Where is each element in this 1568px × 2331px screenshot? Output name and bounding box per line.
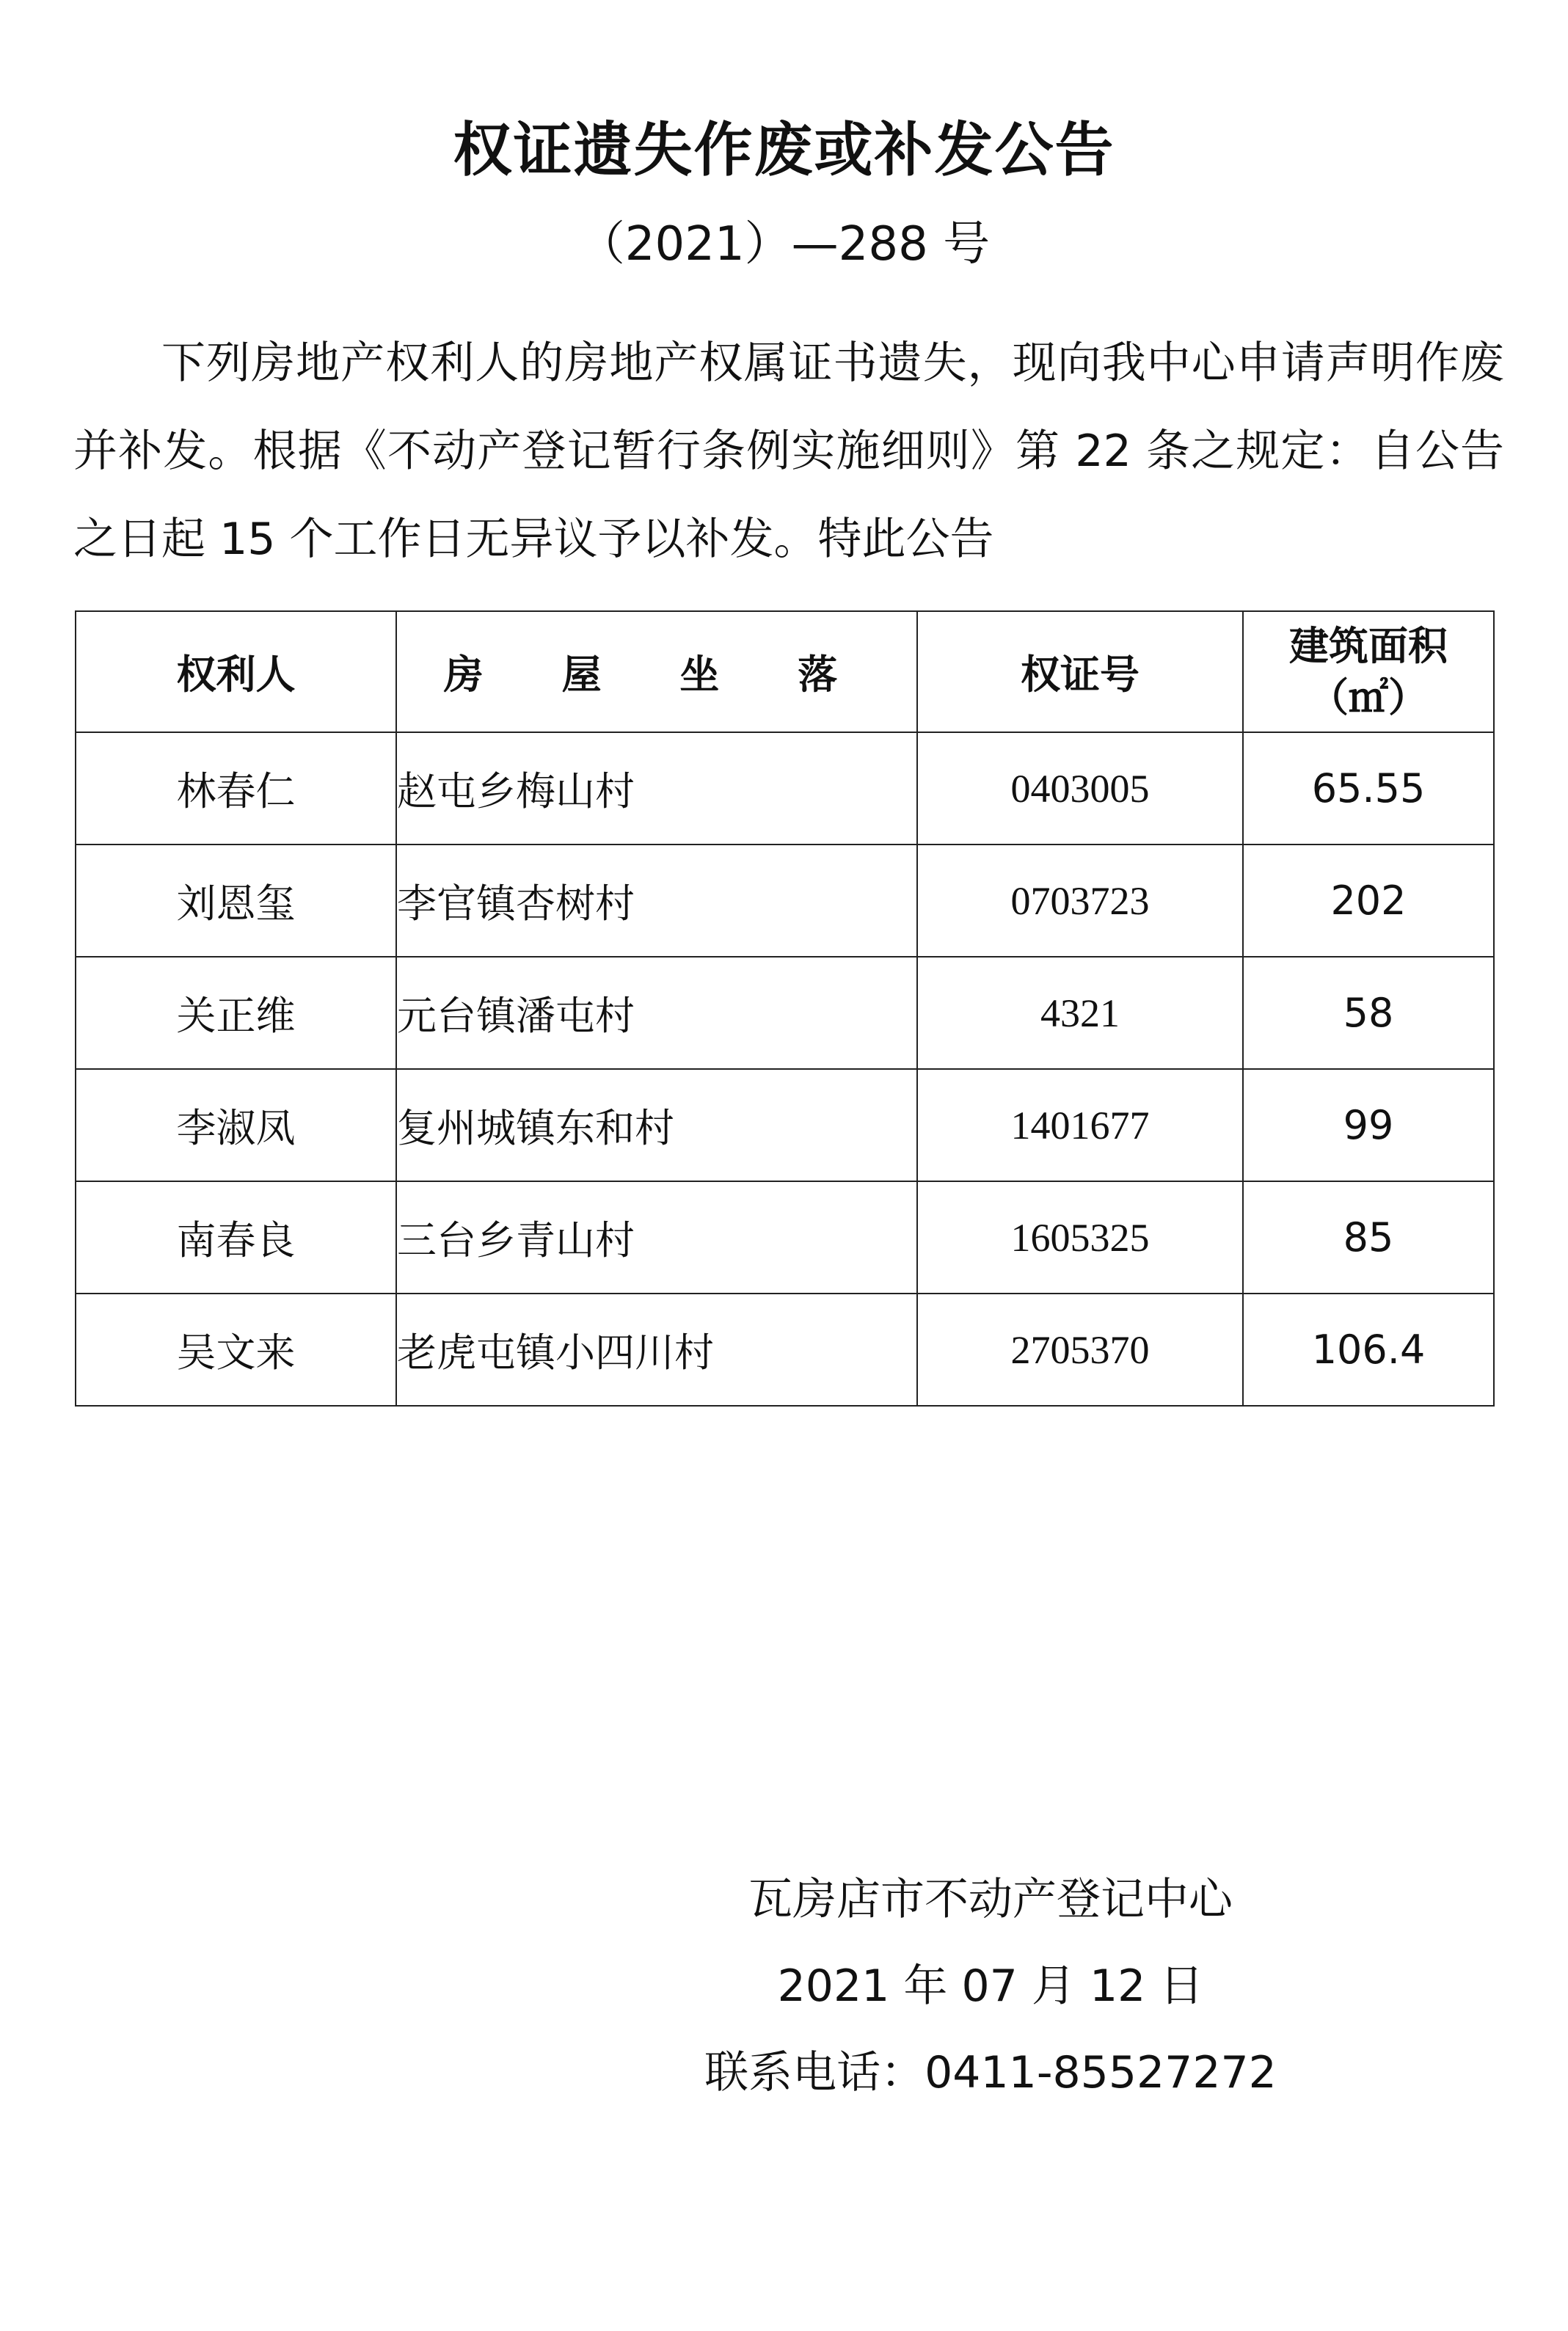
cell-area: 65.55 xyxy=(1243,732,1494,845)
cell-owner: 吴文来 xyxy=(76,1294,396,1406)
cell-area: 202 xyxy=(1243,845,1494,957)
cell-location: 元台镇潘屯村 xyxy=(396,957,917,1069)
issue-date: 2021 年 07 月 12 日 xyxy=(777,1960,1204,2012)
cell-owner: 林春仁 xyxy=(76,732,396,845)
header-certificate: 权证号 xyxy=(917,611,1243,732)
header-location xyxy=(396,611,917,732)
contact-phone: 联系电话：0411-85527272 xyxy=(704,2047,1277,2098)
cell-owner: 南春良 xyxy=(76,1181,396,1294)
cell-certificate: 1605325 xyxy=(917,1181,1243,1294)
cell-location: 李官镇杏树村 xyxy=(396,845,917,957)
cell-location: 三台乡青山村 xyxy=(396,1181,917,1294)
cell-owner: 刘恩玺 xyxy=(76,845,396,957)
table-row xyxy=(76,1069,1494,1181)
header-area-unit: （㎡） xyxy=(1309,674,1428,721)
cell-location: 赵屯乡梅山村 xyxy=(396,732,917,845)
cell-owner: 李淑凤 xyxy=(76,1069,396,1181)
cell-location: 复州城镇东和村 xyxy=(396,1069,917,1181)
table-row xyxy=(76,957,1494,1069)
records-table xyxy=(75,610,1495,1407)
notice-title: 权证遗失作废或补发公告 xyxy=(453,116,1115,184)
cell-certificate: 0703723 xyxy=(917,845,1243,957)
cell-certificate: 2705370 xyxy=(917,1294,1243,1406)
cell-area: 58 xyxy=(1243,957,1494,1069)
cell-certificate: 1401677 xyxy=(917,1069,1243,1181)
table-row xyxy=(76,732,1494,845)
header-area-label: 建筑面积 xyxy=(1289,622,1448,669)
cell-area: 106.4 xyxy=(1243,1294,1494,1406)
cell-owner: 关正维 xyxy=(76,957,396,1069)
table-body xyxy=(76,732,1494,1406)
notice-footer xyxy=(660,1856,1321,2116)
header-location-label: 房 屋 坐 落 xyxy=(443,652,870,698)
table-row xyxy=(76,1181,1494,1294)
cell-certificate: 4321 xyxy=(917,957,1243,1069)
header-owner: 权利人 xyxy=(76,611,396,732)
cell-area: 99 xyxy=(1243,1069,1494,1181)
table-header xyxy=(76,611,1494,732)
table-row xyxy=(76,1294,1494,1406)
document-number: （2021）—288 号 xyxy=(577,217,991,271)
table-row xyxy=(76,845,1494,957)
header-row xyxy=(76,611,1494,732)
notice-body: 下列房地产权利人的房地产权属证书遗失，现向我中心申请声明作废并补发。根据《不动产登记暂行条例实施细则》第 22 条之规定：自公告之日起 15 个工作日无异议予以补发。特此公告 xyxy=(73,338,1504,565)
cell-location: 老虎屯镇小四川村 xyxy=(396,1294,917,1406)
issuing-organization: 瓦房店市不动产登记中心 xyxy=(748,1874,1233,1925)
cell-certificate: 0403005 xyxy=(917,732,1243,845)
header-area xyxy=(1243,611,1494,732)
cell-area: 85 xyxy=(1243,1181,1494,1294)
